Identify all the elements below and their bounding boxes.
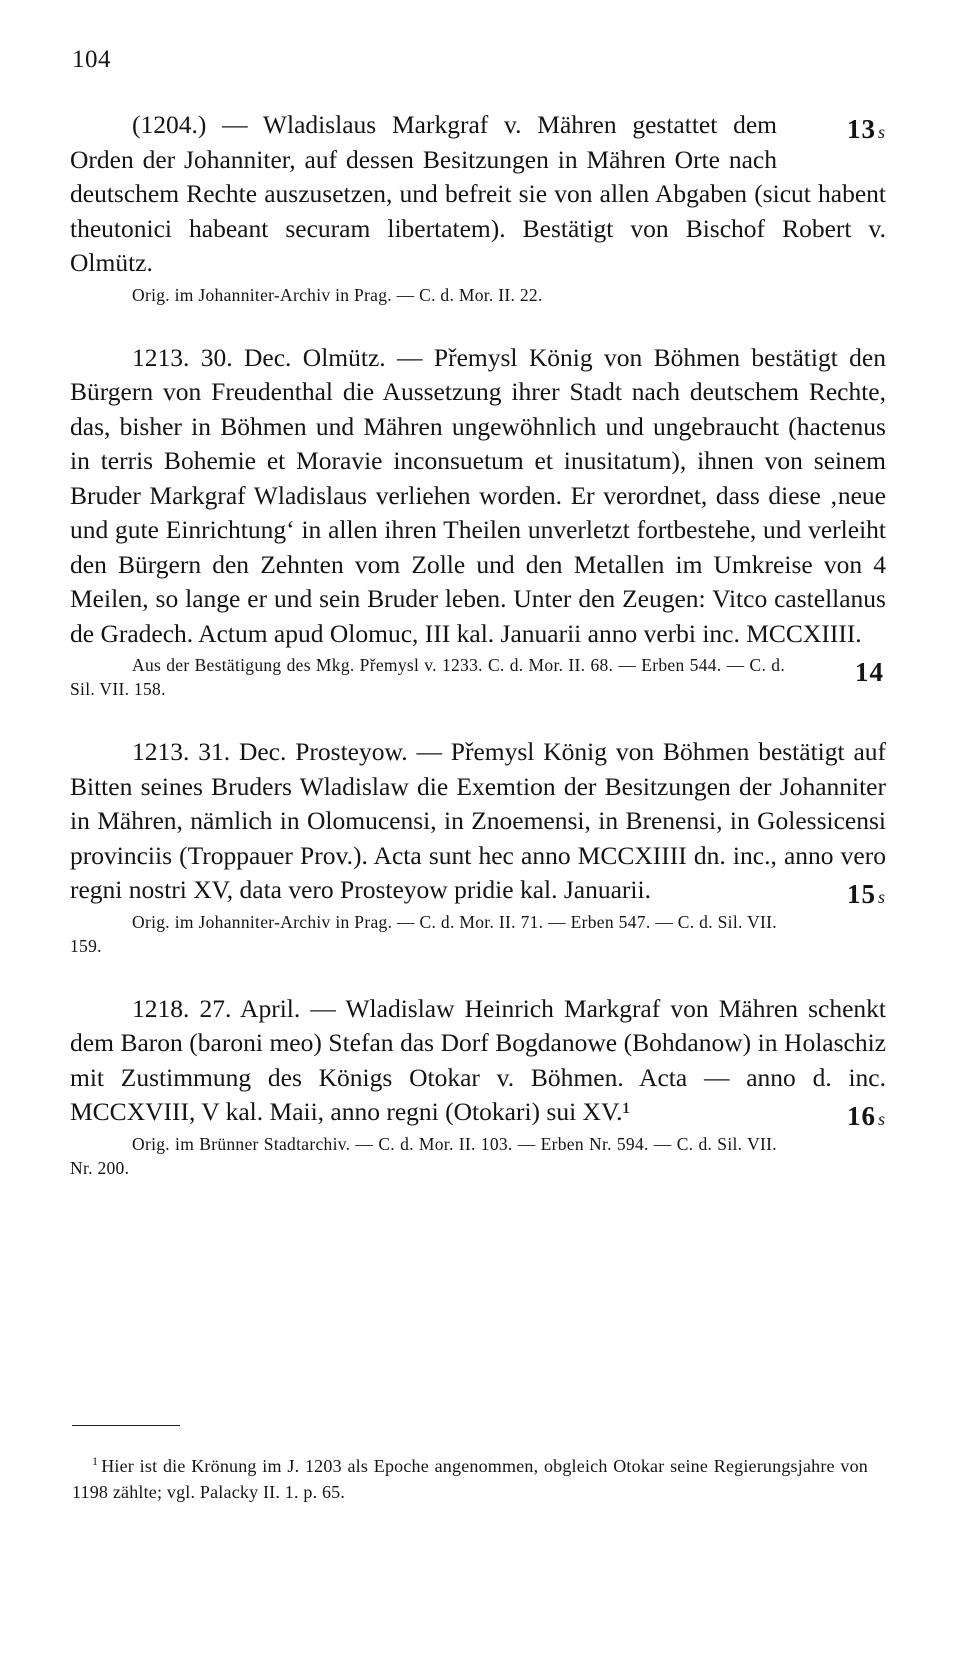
- footnote-divider: [72, 1425, 180, 1426]
- entry-source: Aus der Bestätigung des Mkg. Přemysl v. 1233. C. d. Mor. II. 68. — Erben 544. — C. d. Sil. VII. 158.: [70, 655, 785, 699]
- entry-15: [70, 735, 890, 958]
- entry-text: 1218. 27. April. — Wladislaw Heinrich Markgraf von Mähren schenkt dem Baron (baroni meo) Stefan das Dorf Bogdanowe (Bohdanow) in Holaschiz mit Zustimmung des Königs Otokar v. Böhmen. Acta — anno d. inc. MCCXVIII, V kal. Maii, anno regni (Otokari) sui XV.¹ 16 s: [70, 992, 890, 1130]
- entry-number: 15 s: [846, 879, 886, 909]
- entry-source: Orig. im Brünner Stadtarchiv. — C. d. Mor. II. 103. — Erben Nr. 594. — C. d. Sil. VII. Nr. 200.: [70, 1133, 777, 1178]
- footnote: [72, 1448, 868, 1505]
- footnote-text: Hier ist die Krönung im J. 1203 als Epoche angenommen, obgleich Otokar seine Regierungsjahre von 1198 zählte; vgl. Palacky II. 1. p. 65.: [72, 1456, 868, 1502]
- entry-text: 1213. 30. Dec. Olmütz. — Přemysl König von Böhmen bestätigt den Bürgern von Freudenthal die Aussetzung ihrer Stadt nach deutschem Rechte, das, bisher in Böhmen und Mähren ungewöhnlich und ungebraucht (hactenus in terris Bohemie et Moravie inconsuetum et inusitatum), ihnen von seinem Bruder Markgraf Wladislaus verliehen worden. Er verordnet, dass diese ‚neue und gute Einrichtung‘ in allen ihren Theilen unverletzt fortbestehe, und verleiht den Bürgern den Zehnten vom Zolle und den Metallen im Umkreise von 4 Meilen, so lange er und sein Bruder leben. Unter den Zeugen: Vitco castellanus de Gradech. Actum apud Olomuc, III kal. Januarii anno verbi inc. MCCXIIII. 14: [70, 341, 890, 652]
- entry-source: Orig. im Johanniter-Archiv in Prag. — C. d. Mor. II. 22.: [132, 284, 543, 305]
- entry-14: [70, 341, 890, 702]
- entries-list: [70, 108, 890, 1214]
- entry-16: [70, 992, 890, 1180]
- entry-number: 14: [855, 657, 884, 687]
- margin-mark: s: [877, 122, 886, 142]
- margin-mark: s: [877, 887, 886, 907]
- entry-13: [70, 108, 890, 307]
- entry-number: 13 s: [846, 114, 886, 144]
- footnote-mark: 1: [92, 1454, 99, 1468]
- entry-source: Orig. im Johanniter-Archiv in Prag. — C. d. Mor. II. 71. — Erben 547. — C. d. Sil. VII. 159.: [70, 911, 777, 956]
- page-number: 104: [72, 46, 111, 73]
- entry-text: 13 s (1204.) — Wladislaus Markgraf v. Mähren gestattet dem Orden der Johanniter, auf dessen Besitzungen in Mähren Orte nach deutschem Rechte auszusetzen, und befreit sie von allen Abgaben (sicut habent theutonici habeant securam libertatem). Bestätigt von Bischof Robert v. Olmütz.: [70, 110, 886, 277]
- entry-number: 16 s: [846, 1101, 886, 1131]
- entry-text: 1213. 31. Dec. Prosteyow. — Přemysl König von Böhmen bestätigt auf Bitten seines Bruders Wladislaw die Exemtion der Besitzungen der Johanniter in Mähren, nämlich in Olomucensi, in Znoemensi, in Brenensi, in Golessicensi provinciis (Troppauer Prov.). Acta sunt hec anno MCCXIIII dn. inc., anno vero regni nostri XV, data vero Prosteyow pridie kal. Januarii. 15 s: [70, 735, 890, 908]
- margin-mark: s: [877, 1109, 886, 1129]
